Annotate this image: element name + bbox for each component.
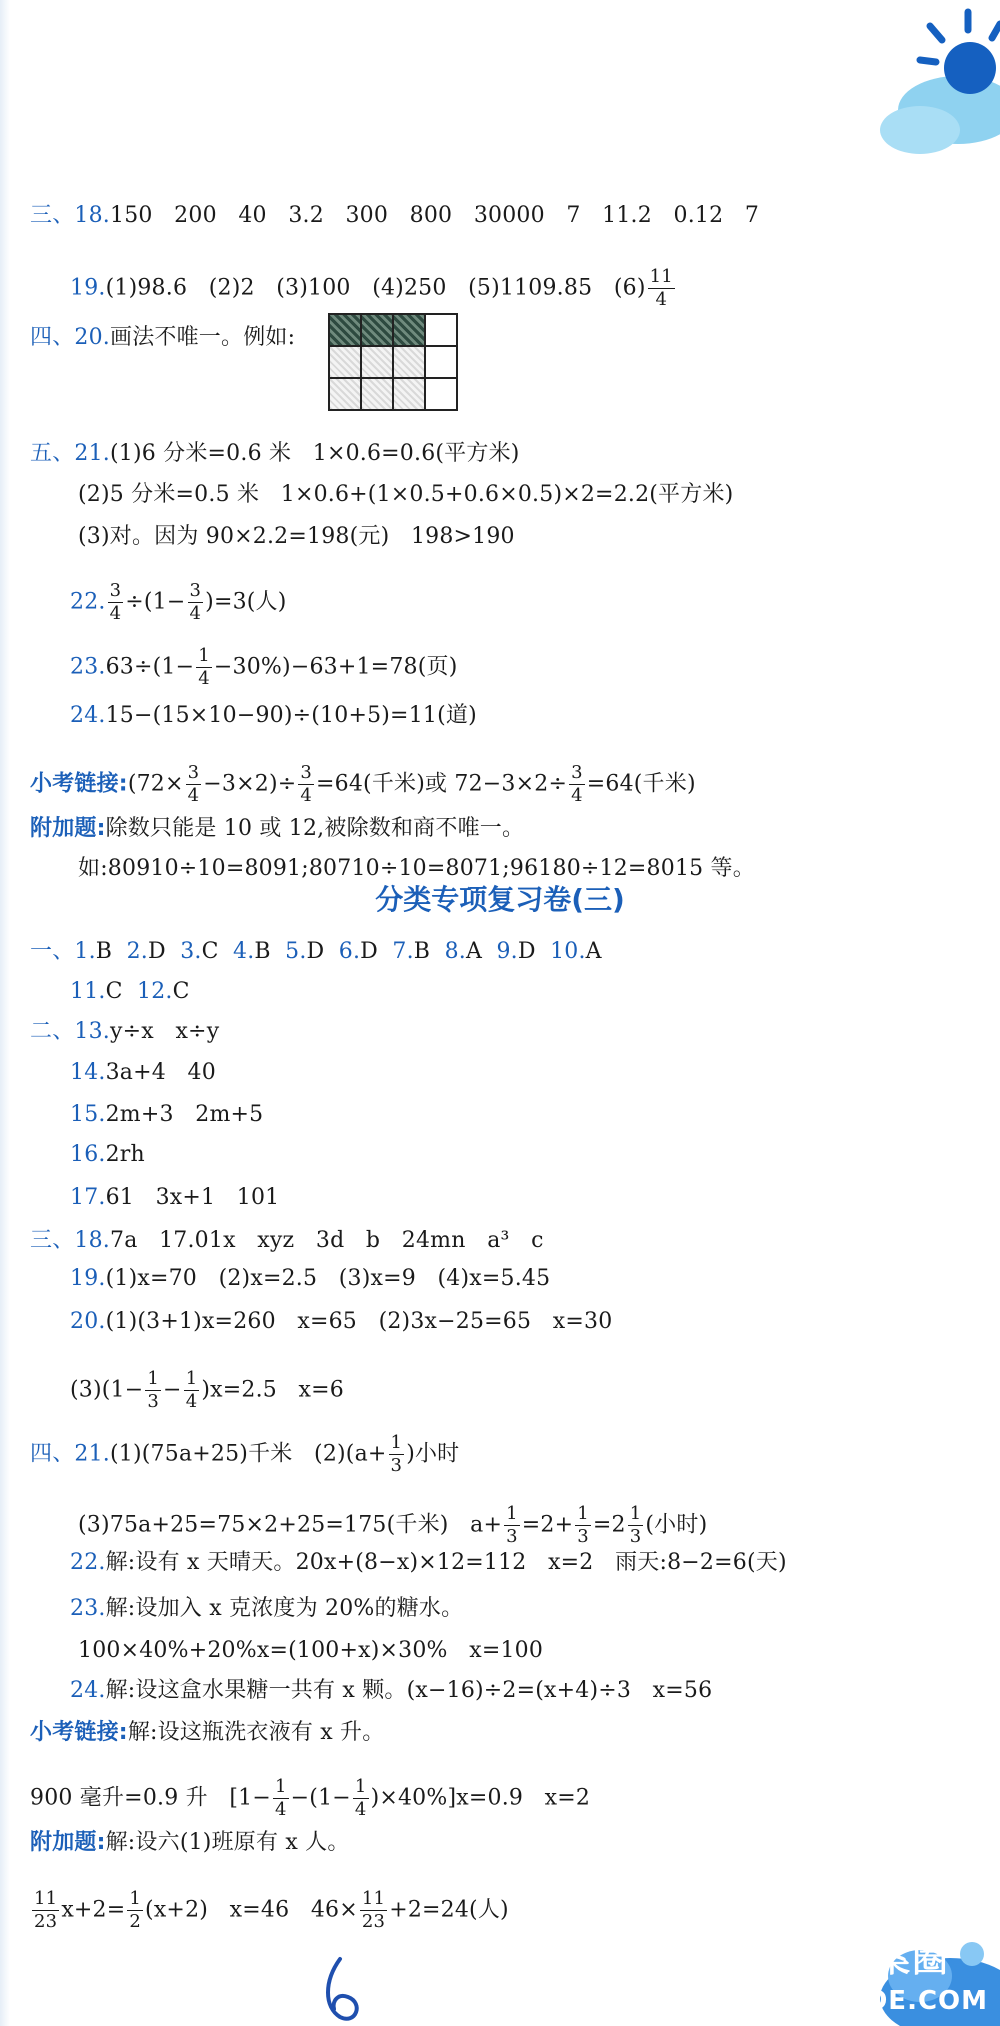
answer-text: 61 3x+1 101: [105, 1185, 280, 1210]
answer-text: D: [147, 939, 181, 964]
answer-text: −3×2)÷: [203, 771, 297, 797]
answer-text: 2m+3 2m+5: [105, 1102, 264, 1127]
answer-text: −(1−: [290, 1785, 351, 1811]
question-number: 7.: [392, 939, 414, 964]
answer-text: D: [360, 939, 393, 964]
grid-cell: [393, 378, 425, 410]
fraction-numerator: 11: [649, 266, 673, 287]
question-number: 五、21.: [30, 441, 110, 466]
answer-line-extra1: [30, 818, 524, 840]
fraction-numerator: 1: [354, 1776, 367, 1797]
answer-line-link2: [30, 1722, 384, 1744]
answer-text: +2=24(人): [389, 1897, 509, 1923]
answer-line-s5-21c: [78, 526, 515, 548]
question-number: 16.: [70, 1142, 106, 1167]
grid-cell: [425, 378, 457, 410]
scan-edge: [0, 0, 10, 2026]
question-number: 14.: [70, 1060, 106, 1085]
fraction-numerator: 1: [577, 1503, 589, 1524]
answer-text: (1)x=70 (2)x=2.5 (3)x=9 (4)x=5.45: [105, 1266, 551, 1291]
answer-text: =64(千米): [586, 771, 696, 797]
fraction-denominator: 4: [275, 1799, 287, 1820]
question-number: 10.: [550, 939, 586, 964]
answer-text: (2)5 分米=0.5 米 1×0.6+(1×0.5+0.6×0.5)×2=2.2(平方米): [78, 482, 734, 507]
fraction: [575, 1505, 591, 1546]
question-number: 24.: [70, 703, 106, 728]
fraction-numerator: 11: [34, 1888, 58, 1909]
answer-line-s5-21a: [30, 443, 520, 465]
fraction-denominator: 3: [147, 1391, 160, 1412]
question-number: 3.: [180, 939, 202, 964]
fraction-denominator: 2: [129, 1911, 142, 1932]
answer-text: C: [201, 939, 233, 964]
answer-text: (x+2) x=46 46×: [145, 1897, 358, 1923]
answer-text: =2+: [521, 1512, 574, 1538]
question-number: 三、18.: [30, 1228, 110, 1253]
answer-text: −: [163, 1377, 182, 1403]
fraction-numerator: 3: [187, 762, 200, 783]
question-number: 四、21.: [30, 1441, 110, 1467]
fraction-denominator: 23: [361, 1911, 386, 1932]
answer-line-p20a: [70, 1311, 612, 1333]
grid-cell: [361, 346, 393, 378]
fraction-numerator: 1: [129, 1888, 142, 1909]
fraction-numerator: 1: [185, 1368, 198, 1389]
fraction: [504, 1505, 520, 1546]
answer-line-s3-19: [70, 268, 677, 309]
fraction: [32, 1890, 59, 1931]
section-title: 分类专项复习卷(三): [375, 883, 625, 916]
question-number: 23.: [70, 654, 106, 680]
question-number: 12.: [137, 979, 173, 1004]
watermark-url: MXQE.COM: [817, 1986, 988, 2016]
answer-line-p23a: [70, 1598, 463, 1620]
question-number: 22.: [70, 1550, 106, 1575]
grid-cell: [329, 346, 361, 378]
answer-line-p16: [70, 1144, 145, 1166]
answer-line-p11: [70, 981, 190, 1003]
answer-line-s4-20: [30, 327, 295, 349]
answer-text: D: [517, 939, 551, 964]
question-number: 4.: [233, 939, 255, 964]
fraction: [628, 1505, 644, 1546]
fraction: [184, 1370, 200, 1411]
question-number: 24.: [70, 1678, 106, 1703]
answer-text: −30%)−63+1=78(页): [213, 654, 458, 680]
fraction-denominator: 4: [655, 289, 668, 310]
question-number: 2.: [126, 939, 148, 964]
watermark-top: 答案圈: [835, 1939, 950, 1980]
answer-text: 解:设这盒水果糖一共有 x 颗。(x−16)÷2=(x+4)÷3 x=56: [105, 1678, 713, 1703]
fraction: [108, 582, 124, 623]
fraction-numerator: 1: [629, 1503, 642, 1524]
answer-text: B: [95, 939, 127, 964]
answer-text: )=3(人): [205, 589, 287, 615]
answer-line-s5-21b: [78, 484, 733, 506]
fraction-numerator: 1: [390, 1432, 403, 1453]
grid-cell: [329, 314, 361, 346]
answer-text: ÷(1−: [125, 589, 186, 615]
fraction-denominator: 4: [571, 785, 583, 806]
answer-text: 900 毫升=0.9 升 [1−: [30, 1785, 271, 1811]
fraction-denominator: 3: [629, 1526, 642, 1547]
answer-text: B: [254, 939, 286, 964]
fraction-numerator: 3: [300, 762, 313, 783]
answer-text: A: [465, 939, 497, 964]
fraction: [145, 1370, 161, 1411]
fraction-denominator: 3: [577, 1526, 589, 1547]
answer-text: 15−(15×10−90)÷(10+5)=11(道): [105, 703, 477, 728]
grid-cell: [329, 378, 361, 410]
answer-line-p22: [70, 1552, 787, 1574]
fraction: [389, 1434, 405, 1475]
answer-text: B: [413, 939, 445, 964]
answer-text: 100×40%+20%x=(100+x)×30% x=100: [78, 1638, 544, 1663]
answer-text: 除数只能是 10 或 12,被除数和商不唯一。: [105, 816, 525, 841]
fraction-numerator: 3: [571, 762, 583, 783]
fraction-denominator: 3: [390, 1455, 403, 1476]
answer-text: =64(千米)或 72−3×2÷: [316, 771, 568, 797]
answer-text: x+2=: [61, 1897, 126, 1923]
fraction: [186, 764, 202, 805]
question-number: 8.: [444, 939, 466, 964]
question-number: 一、1.: [30, 939, 96, 964]
fraction: [648, 268, 675, 309]
cloud-sun-decoration-icon: [850, 0, 1000, 160]
answer-line-p18: [30, 1230, 544, 1252]
question-number: 15.: [70, 1102, 106, 1127]
answer-text: )×40%]x=0.9 x=2: [370, 1785, 591, 1811]
fraction-numerator: 1: [147, 1368, 160, 1389]
answer-line-extra2b: [30, 1890, 509, 1931]
fraction-denominator: 4: [187, 785, 200, 806]
section-label: 小考链接:: [30, 771, 128, 797]
answer-text: )小时: [406, 1441, 460, 1467]
fraction-numerator: 11: [361, 1888, 386, 1909]
answer-text: A: [585, 939, 602, 964]
answer-line-p24: [70, 1680, 712, 1702]
answer-text: (3)(1−: [70, 1377, 144, 1403]
fraction-denominator: 3: [506, 1526, 518, 1547]
fraction: [360, 1890, 387, 1931]
question-number: 6.: [338, 939, 361, 964]
answer-text: 解:设加入 x 克浓度为 20%的糖水。: [105, 1596, 464, 1621]
answer-line-p15: [70, 1104, 263, 1126]
grid-cell: [425, 346, 457, 378]
answer-line-p23b: [78, 1640, 543, 1662]
section-label: 小考链接:: [30, 1720, 128, 1745]
answer-line-extra1b: [78, 858, 755, 880]
grid-cell: [425, 314, 457, 346]
answer-line-s3-18: [30, 205, 759, 227]
answer-text: =2: [592, 1512, 626, 1538]
answer-text: (3)对。因为 90×2.2=198(元) 198>190: [78, 524, 515, 549]
answer-text: (1)98.6 (2)2 (3)100 (4)250 (5)1109.85 (6): [105, 275, 646, 301]
answer-line-q24: [70, 705, 477, 727]
fraction: [273, 1778, 289, 1819]
answer-line-p1: [30, 941, 602, 963]
answer-text: (1)(75a+25)千米 (2)(a+: [110, 1441, 387, 1467]
question-number: 22.: [70, 589, 106, 615]
fraction-denominator: 4: [189, 603, 202, 624]
question-number: 19.: [70, 1266, 106, 1291]
answer-text: )x=2.5 x=6: [201, 1377, 344, 1403]
fraction-denominator: 23: [34, 1911, 58, 1932]
answer-text: 解:设六(1)班原有 x 人。: [105, 1830, 350, 1855]
answer-text: 如:80910÷10=8091;80710÷10=8071;96180÷12=8015 等。: [78, 856, 755, 881]
question-number: 11.: [70, 979, 106, 1004]
answer-line-q22: [70, 582, 287, 623]
question-number: 四、20.: [30, 325, 110, 350]
answer-text: (1)(3+1)x=260 x=65 (2)3x−25=65 x=30: [105, 1309, 613, 1334]
grid-cell: [393, 346, 425, 378]
section-label: 附加题:: [30, 816, 106, 841]
grid-cell: [361, 314, 393, 346]
handwritten-page-number: [318, 1955, 378, 2025]
fraction-denominator: 4: [185, 1391, 198, 1412]
answer-text: C: [172, 979, 190, 1004]
question-number: 二、13.: [30, 1019, 110, 1044]
fraction-numerator: 1: [198, 645, 210, 666]
answer-text: C: [105, 979, 138, 1004]
question-number: 23.: [70, 1596, 106, 1621]
answer-text: (小时): [645, 1512, 708, 1538]
answer-text: 2rh: [105, 1142, 145, 1167]
answer-line-p19: [70, 1268, 550, 1290]
grid-cell: [393, 314, 425, 346]
answer-line-q23: [70, 647, 457, 688]
answer-text: 解:设有 x 天晴天。20x+(8−x)×12=112 x=2 雨天:8−2=6(天): [105, 1550, 787, 1575]
question-number: 17.: [70, 1185, 106, 1210]
grid-cell: [361, 378, 393, 410]
answer-text: 解:设这瓶洗衣液有 x 升。: [127, 1720, 385, 1745]
answer-text: D: [306, 939, 339, 964]
fraction-denominator: 4: [198, 668, 210, 689]
question-number: 三、18.: [30, 203, 110, 228]
fraction-denominator: 4: [354, 1799, 367, 1820]
answer-line-extra2: [30, 1832, 350, 1854]
question-number: 9.: [496, 939, 518, 964]
answer-text: 画法不唯一。例如:: [110, 325, 296, 350]
fraction-denominator: 4: [300, 785, 313, 806]
fraction: [196, 647, 212, 688]
question-number: 5.: [285, 939, 307, 964]
answer-text: 63÷(1−: [105, 654, 195, 680]
answer-line-link2b: [30, 1778, 590, 1819]
question-number: 19.: [70, 275, 106, 301]
answer-text: 7a 17.01x xyz 3d b 24mn a³ c: [110, 1228, 544, 1253]
fraction-numerator: 3: [189, 580, 202, 601]
fraction-numerator: 1: [275, 1776, 287, 1797]
answer-text: y÷x x÷y: [110, 1019, 220, 1044]
answer-line-p17: [70, 1187, 279, 1209]
answer-line-p21b: [78, 1505, 707, 1546]
answer-text: 3a+4 40: [105, 1060, 216, 1085]
answer-text: (3)75a+25=75×2+25=175(千米) a+: [78, 1512, 503, 1538]
answer-line-p21a: [30, 1434, 459, 1475]
fraction: [127, 1890, 143, 1931]
answer-line-p13: [30, 1021, 219, 1043]
fraction: [569, 764, 585, 805]
answer-line-link1: [30, 764, 696, 805]
answer-text: (1)6 分米=0.6 米 1×0.6=0.6(平方米): [110, 441, 520, 466]
question-number: 20.: [70, 1309, 106, 1334]
shaded-grid-diagram: [328, 313, 458, 411]
answer-text: (72×: [127, 771, 184, 797]
answer-line-p14: [70, 1062, 216, 1084]
fraction: [188, 582, 204, 623]
answer-line-p20b: [70, 1370, 344, 1411]
section-label: 附加题:: [30, 1830, 106, 1855]
fraction-numerator: 3: [109, 580, 122, 601]
fraction: [298, 764, 314, 805]
fraction-denominator: 4: [109, 603, 122, 624]
answer-text: 150 200 40 3.2 300 800 30000 7 11.2 0.12 7: [110, 203, 760, 228]
fraction-numerator: 1: [506, 1503, 518, 1524]
fraction: [353, 1778, 369, 1819]
